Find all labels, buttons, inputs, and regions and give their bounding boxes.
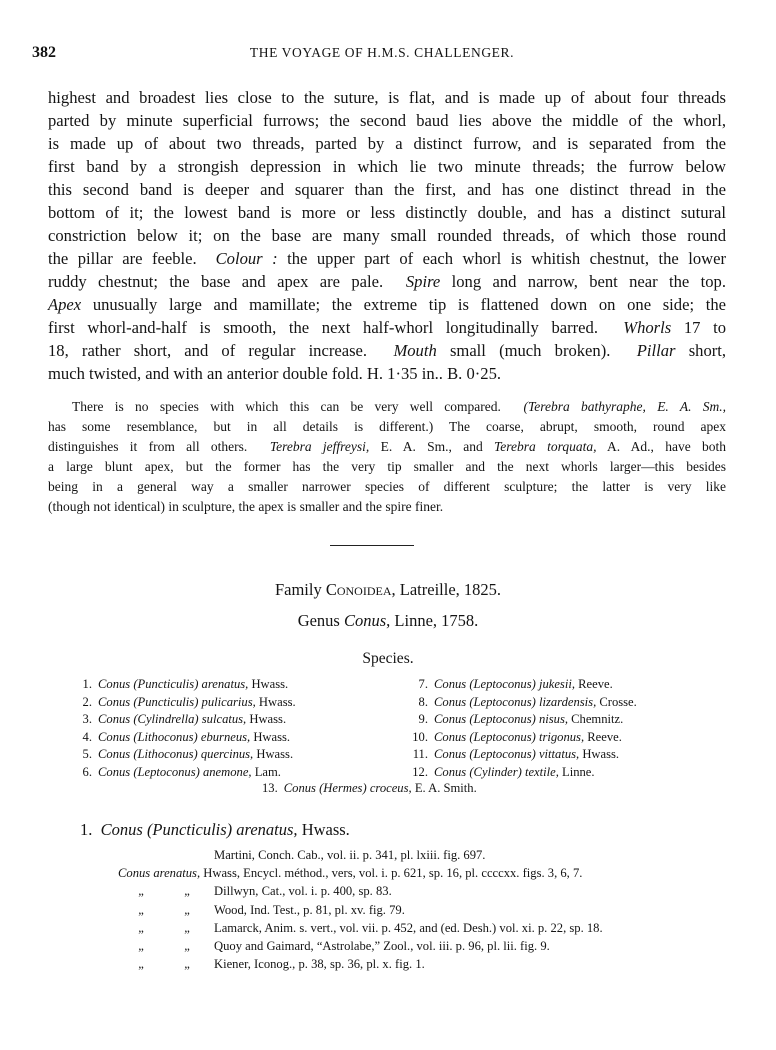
page-header	[32, 44, 732, 68]
species-list-item: 11. Conus (Leptoconus) vittatus, Hwass.	[412, 747, 620, 762]
family-heading: Family Conoidea, Latreille, 1825.	[274, 580, 502, 599]
description-line: this second band is deeper and squarer than the first, and has one distinct thread in the	[48, 180, 726, 199]
family-name: Conoidea	[325, 580, 392, 599]
description-line: ruddy chestnut; the base and apex are pale. Spire long and narrow, bent near the top.	[48, 272, 727, 291]
apex-label: Apex	[48, 295, 82, 314]
species-list-item: 13. Conus (Hermes) croceus, E. A. Smith.	[262, 781, 477, 795]
synonymy-list	[118, 846, 603, 973]
description-line: Apex unusually large and mamillate; the extreme tip is flattened down on one side; the	[48, 295, 726, 314]
whorls-label: Whorls	[623, 318, 672, 337]
description-line: first whorl-and-half is smooth, the next half-whorl longitudinally barred. Whorls 17 to	[48, 318, 726, 337]
species-list-item: 5. Conus (Lithoconus) quercinus, Hwass.	[82, 747, 294, 762]
synonymy-reference: „ „ Lamarck, Anim. s. vert., vol. vii. p. 452, and (ed. Desh.) vol. xi. p. 22, sp. 18.	[138, 920, 603, 935]
mouth-label: Mouth	[393, 341, 437, 360]
species-list-item: 9. Conus (Leptoconus) nisus, Chemnitz.	[418, 712, 624, 727]
species-heading: Species.	[362, 650, 414, 667]
running-head: THE VOYAGE OF H.M.S. CHALLENGER.	[249, 45, 515, 60]
description-line: the pillar are feeble. Colour : the upper part of each whorl is whitish chestnut, the lower	[48, 249, 727, 268]
species-list-right	[412, 676, 637, 782]
page-number: 382	[32, 44, 56, 61]
species-list-item: 7. Conus (Leptoconus) jukesii, Reeve.	[418, 677, 613, 691]
synonymy-reference: Martini, Conch. Cab., vol. ii. p. 341, pl. lxiii. fig. 697.	[214, 848, 486, 862]
species-list-item: 4. Conus (Lithoconus) eburneus, Hwass.	[82, 729, 291, 744]
description-line: highest and broadest lies close to the suture, is flat, and is made up of about four threads	[48, 88, 726, 107]
synonymy-reference: „ „ Wood, Ind. Test., p. 81, pl. xv. fig. 79.	[138, 902, 405, 917]
description-line: is made up of about two threads, parted by a distinct furrow, and is separated from the	[48, 134, 726, 153]
section-divider	[330, 545, 414, 546]
species-list-item: 10. Conus (Leptoconus) trigonus, Reeve.	[412, 729, 622, 744]
remark-line: being in a general way a smaller narrower species of different sculpture; the latter is very like	[48, 479, 726, 494]
species-list-item: 1. Conus (Puncticulis) arenatus, Hwass.	[82, 677, 289, 691]
synonymy-reference: „ „ Quoy and Gaimard, “Astrolabe,” Zool., vol. iii. p. 96, pl. lii. fig. 9.	[138, 939, 550, 954]
synonymy-reference: „ „ Dillwyn, Cat., vol. i. p. 400, sp. 83.	[138, 884, 392, 899]
description-line: bottom of it; the lowest band is more or less distinctly double, and has a distinct sutural	[48, 203, 726, 222]
description-line: 18, rather short, and of regular increase. Mouth small (much broken). Pillar short,	[48, 341, 727, 360]
species-entry-title: 1. Conus (Puncticulis) arenatus, Hwass.	[80, 820, 350, 839]
pillar-label: Pillar	[636, 341, 676, 360]
comparison-remark	[48, 397, 726, 517]
synonymy-reference: „ „ Kiener, Iconog., p. 38, sp. 36, pl. x. fig. 1.	[138, 957, 425, 972]
description-line: parted by minute superficial furrows; the second baud lies above the middle of the whorl,	[48, 111, 726, 130]
synonymy-reference: Conus arenatus, Hwass, Encycl. méthod., vers, vol. i. p. 621, sp. 16, pl. ccccxx. figs. 3, 6, 7.	[118, 866, 583, 881]
colour-label: Colour :	[215, 249, 278, 268]
species-list-item: 3. Conus (Cylindrella) sulcatus, Hwass.	[82, 712, 287, 727]
species-list-item: 6. Conus (Leptoconus) anemone, Lam.	[82, 764, 281, 779]
description-line: constriction below it; on the base are many small rounded threads, of which those round	[48, 226, 726, 245]
remark-line: There is no species with which this can be very well compared. (Terebra bathyraphe, E. A. Sm.,	[72, 399, 727, 414]
remark-line: a large blunt apex, but the former has the very tip smaller and the next whorls larger—this besides	[48, 459, 726, 474]
species-description	[48, 86, 726, 385]
description-line: much twisted, and with an anterior double fold. H. 1·35 in.. B. 0·25.	[48, 364, 502, 383]
remark-line: has some resemblance, but in all details is different.) The coarse, abrupt, smooth, round apex	[48, 419, 726, 434]
species-list-item: 2. Conus (Puncticulis) pulicarius, Hwass.	[82, 694, 296, 709]
spire-label: Spire	[405, 272, 441, 291]
remark-line: distinguishes it from all others. Terebra jeffreysi, E. A. Sm., and Terebra torquata, A. Ad., have both	[48, 439, 727, 454]
genus-heading: Genus Conus, Linne, 1758.	[297, 611, 479, 630]
species-list-item: 8. Conus (Leptoconus) lizardensis, Crosse.	[418, 694, 637, 709]
description-line: first band by a strongish depression in which lie two minute threads; the furrow below	[48, 157, 726, 176]
species-list-left	[76, 676, 296, 782]
species-list-item	[262, 781, 477, 796]
remark-line: (though not identical) in sculpture, the apex is smaller and the spire finer.	[48, 499, 444, 514]
species-list-item: 12. Conus (Cylinder) textile, Linne.	[412, 764, 595, 779]
genus-name: Conus	[343, 611, 387, 630]
